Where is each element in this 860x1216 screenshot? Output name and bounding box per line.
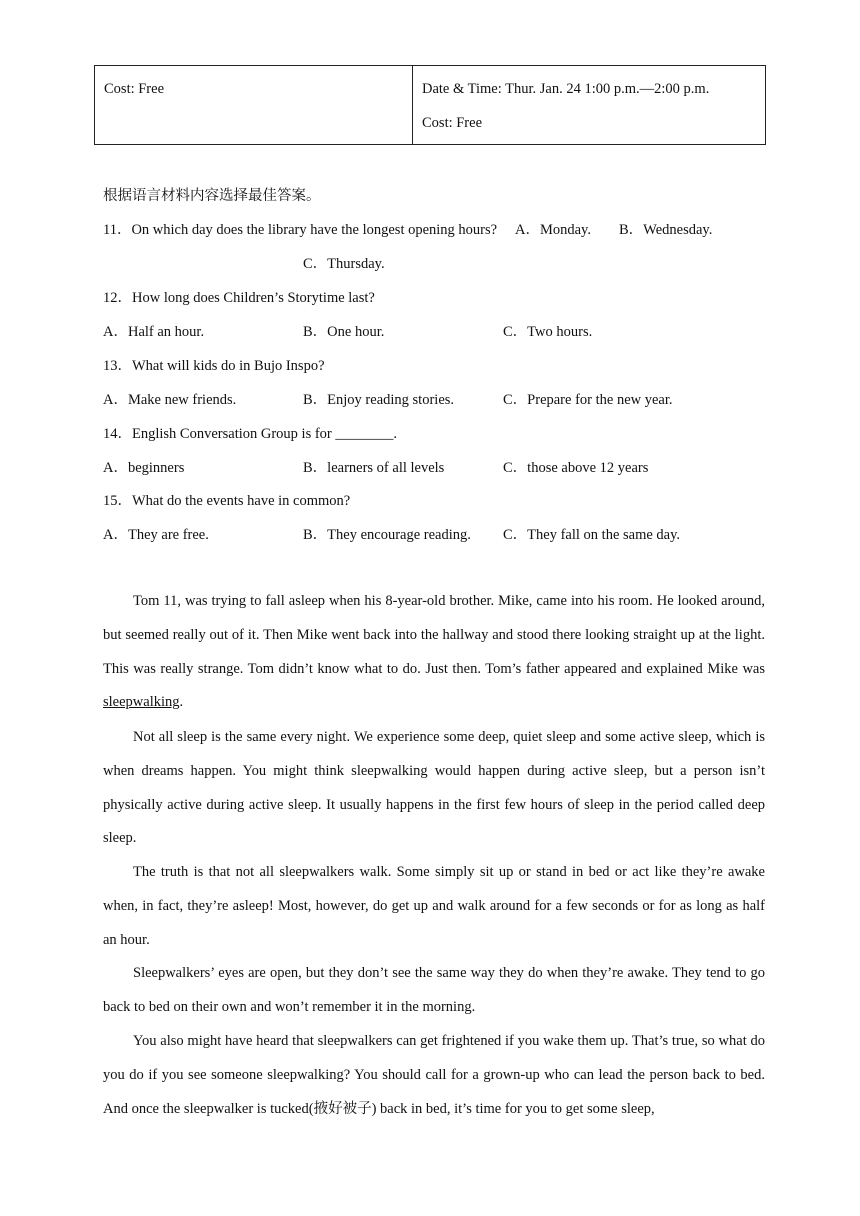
cost-text: Cost: Free [422, 115, 483, 131]
paragraph-1-end: . [179, 694, 184, 711]
q12-option-b: B．One hour. [303, 324, 385, 340]
q14-option-b: B．learners of all levels [303, 460, 445, 476]
table-cell-right [413, 66, 765, 144]
passage-paragraph-2: Not all sleep is the same every night. We experience some deep, quiet sleep and some active sleep, which is when dreams happen. You might think sleepwalking would happen during active sleep, but a person isn’t physically active during active sleep. It usually happens in the first few hours of sleep in the period called deep sleep. [103, 729, 765, 847]
date-time-text: Date & Time: Thur. Jan. 24 1:00 p.m.—2:00 p.m. [422, 81, 710, 97]
passage-paragraph-3: The truth is that not all sleepwalkers walk. Some simply sit up or stand in bed or act like they’re awake when, in fact, they’re asleep! Most, however, do get up and walk around for a few seconds or for as long as half an hour. [103, 864, 765, 948]
table-cell-left [95, 66, 413, 144]
passage-paragraph-1 [103, 585, 765, 720]
q13-option-c: C．Prepare for the new year. [503, 392, 673, 408]
q11-option-a: A．Monday. [515, 222, 591, 238]
passage-paragraph-5: You also might have heard that sleepwalkers can get frightened if you wake them up. That’s true, so what do you do if you see someone sleepwalking? You should call for a grown-up who can lead the person back to bed. And once the sleepwalker is tucked(掖好被子) back in bed, it’s time for you to get some sleep, [103, 1033, 765, 1117]
cost-text: Cost: Free [104, 81, 165, 97]
q13-option-a: A．Make new friends. [103, 392, 237, 408]
q14-option-a: A．beginners [103, 460, 185, 476]
question-13-stem: 13．What will kids do in Bujo Inspo? [103, 358, 325, 374]
paragraph-1-text: Tom 11, was trying to fall asleep when his 8-year-old brother. Mike, came into his room. He looked around, but seemed really out of it. Then Mike went back into the hallway and stood there looking straight up at the light. This was really strange. Tom didn’t know what to do. Just then. Tom’s father appeared and explained Mike was [103, 593, 765, 677]
question-15-stem: 15．What do the events have in common? [103, 493, 351, 509]
instruction-text: 根据语言材料内容选择最佳答案。 [103, 188, 321, 204]
question-14-stem: 14．English Conversation Group is for ________. [103, 426, 398, 442]
question-11-stem: 11．On which day does the library have the longest opening hours? [103, 222, 498, 238]
underlined-word-sleepwalking: sleepwalking [103, 694, 180, 711]
q14-option-c: C．those above 12 years [503, 460, 649, 476]
q15-option-a: A．They are free. [103, 527, 209, 543]
q12-option-a: A．Half an hour. [103, 324, 205, 340]
q12-option-c: C．Two hours. [503, 324, 593, 340]
q11-option-c: C．Thursday. [303, 256, 385, 272]
q11-option-b: B．Wednesday. [619, 222, 713, 238]
q15-option-c: C．They fall on the same day. [503, 527, 681, 543]
q13-option-b: B．Enjoy reading stories. [303, 392, 455, 408]
question-12-stem: 12．How long does Children’s Storytime last? [103, 290, 375, 306]
q15-option-b: B．They encourage reading. [303, 527, 471, 543]
event-info-table [94, 65, 766, 145]
passage-paragraph-4: Sleepwalkers’ eyes are open, but they don’t see the same way they do when they’re awake. They tend to go back to bed on their own and won’t remember it in the morning. [103, 965, 765, 1015]
